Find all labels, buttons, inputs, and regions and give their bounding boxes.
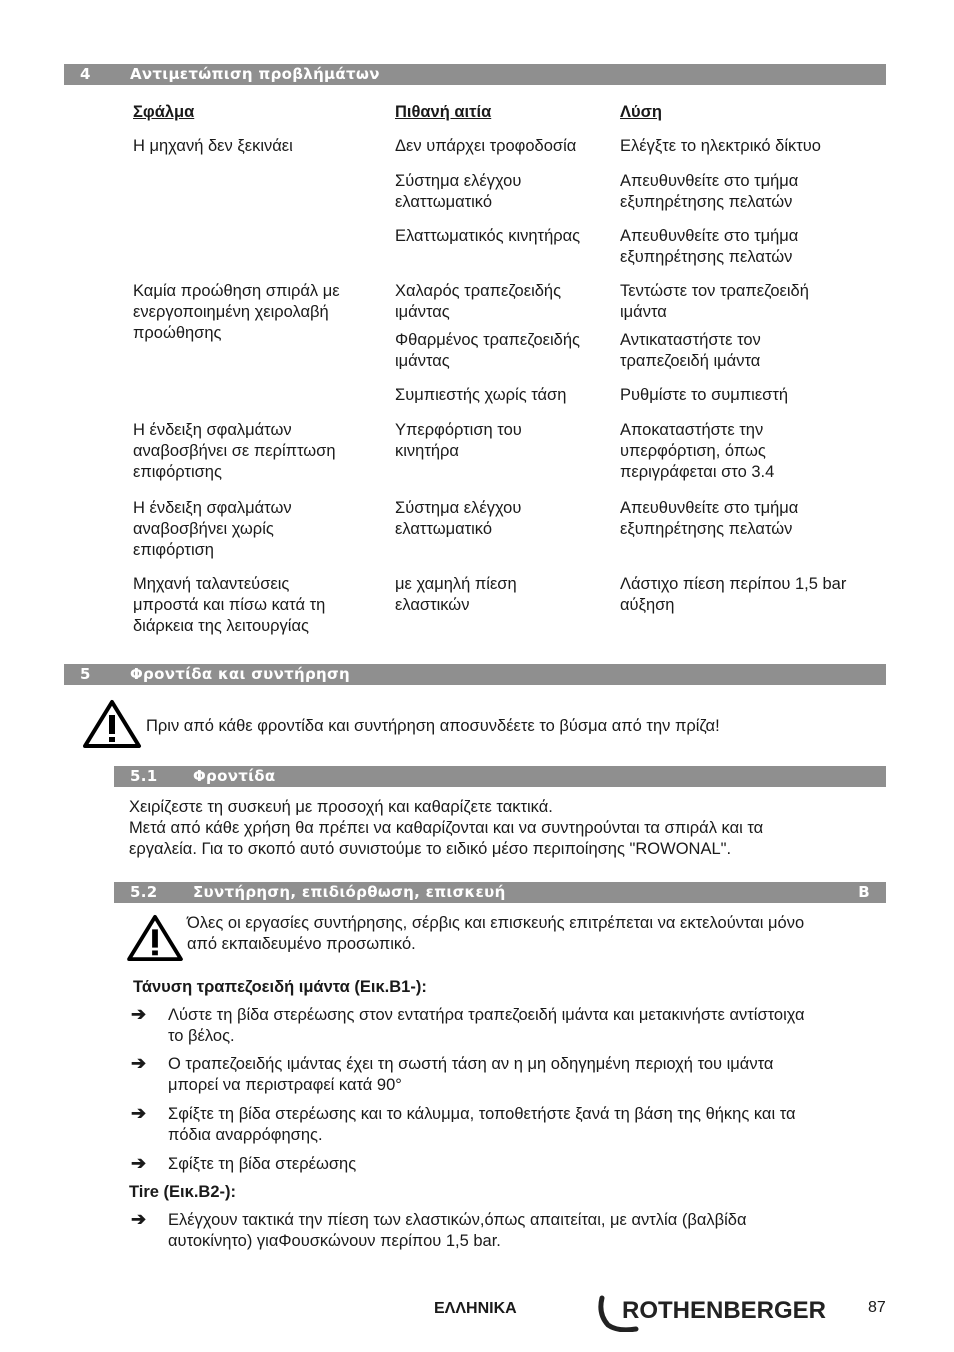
care-text-line: εργαλεία. Για το σκοπό αυτό συνιστούμε το ειδικό μέσο περιποίησης "ROWONAL". bbox=[129, 840, 732, 858]
warning-text: Όλες οι εργασίες συντήρησης, σέρβις και επισκευής επιτρέπεται να εκτελούνται μόνο από εκπαιδευμένο προσωπικό. bbox=[187, 914, 805, 953]
col-header-cause: Πιθανή αιτία bbox=[395, 103, 492, 121]
belt-step: Ο τραπεζοειδής ιμάντας έχει τη σωστή τάση αν η μη οδηγημένη περιοχή του ιμάντα μπορεί να περιστραφεί κατά 90° bbox=[168, 1055, 774, 1094]
rothenberger-logo bbox=[596, 1292, 836, 1337]
section-title: Συντήρηση, επιδιόρθωση, επισκευή bbox=[193, 883, 506, 901]
section-5-2-header bbox=[114, 882, 886, 903]
cause-cell: Συμπιεστής χωρίς τάση bbox=[395, 386, 567, 404]
solution-cell: Απευθυνθείτε στο τμήμα εξυπηρέτησης πελατών bbox=[620, 227, 799, 266]
brand-name: ROTHENBERGER bbox=[622, 1297, 827, 1324]
belt-tension-heading: Τάνυση τραπεζοειδή ιμάντα (Εικ.B1-): bbox=[133, 978, 427, 996]
arrow-right-icon: ➔ bbox=[131, 1004, 147, 1024]
tire-heading: Tire (Εικ.B2-): bbox=[129, 1183, 236, 1201]
tire-step: Ελέγχουν τακτικά την πίεση των ελαστικών,όπως απαιτείται, με αντλία (βαλβίδα αυτοκίνητο) γιαΦουσκώνουν περίπου 1,5 bar. bbox=[168, 1211, 747, 1250]
page-number: 87 bbox=[868, 1299, 886, 1316]
warning-triangle-icon bbox=[82, 699, 142, 749]
footer-language: ΕΛΛΗΝΙΚΑ bbox=[434, 1300, 517, 1317]
fault-cell: Η ένδειξη σφαλμάτων αναβοσβήνει χωρίς επιφόρτιση bbox=[133, 499, 292, 559]
fault-cell: Καμία προώθηση σπιράλ με ενεργοποιημένη χειρολαβή προώθησης bbox=[133, 282, 340, 342]
cause-cell: Δεν υπάρχει τροφοδοσία bbox=[395, 137, 577, 155]
cause-cell: Σύστημα ελέγχου ελαττωματικό bbox=[395, 172, 522, 211]
fault-cell: Η ένδειξη σφαλμάτων αναβοσβήνει σε περίπτωση επιφόρτισης bbox=[133, 421, 336, 481]
section-number: 5.2 bbox=[130, 883, 158, 901]
care-text-line: Μετά από κάθε χρήση θα πρέπει να καθαρίζονται και να συντηρούνται τα σπιράλ και τα bbox=[129, 819, 764, 837]
arrow-right-icon: ➔ bbox=[131, 1103, 147, 1123]
section-title: Αντιμετώπιση προβλήμάτων bbox=[130, 65, 380, 83]
section-5-header bbox=[64, 664, 886, 685]
cause-cell: Σύστημα ελέγχου ελαττωματικό bbox=[395, 499, 522, 538]
belt-step: Σφίξτε τη βίδα στερέωσης και το κάλυμμα, τοποθετήστε ξανά τη βάση της θήκης και τα πόδια αναρρόφησης. bbox=[168, 1105, 796, 1144]
cause-cell: Υπερφόρτιση του κινητήρα bbox=[395, 421, 522, 460]
section-number: 5.1 bbox=[130, 767, 158, 785]
arrow-right-icon: ➔ bbox=[131, 1153, 147, 1173]
solution-cell: Αποκαταστήστε την υπερφόρτιση, όπως περιγράφεται στο 3.4 bbox=[620, 421, 775, 481]
figure-letter: B bbox=[858, 883, 870, 901]
cause-cell: Ελαττωματικός κινητήρας bbox=[395, 227, 581, 245]
section-4-header bbox=[64, 64, 886, 85]
warning-triangle-icon bbox=[126, 914, 184, 962]
solution-cell: Λάστιχο πίεση περίπου 1,5 bar αύξηση bbox=[620, 575, 847, 614]
col-header-solution: Λύση bbox=[620, 103, 662, 121]
care-text-line: Χειρίζεστε τη συσκευή με προσοχή και καθαρίζετε τακτικά. bbox=[129, 798, 553, 816]
solution-cell: Ελέγξτε το ηλεκτρικό δίκτυο bbox=[620, 137, 821, 155]
arrow-right-icon: ➔ bbox=[131, 1209, 147, 1229]
solution-cell: Ρυθμίστε το συμπιεστή bbox=[620, 386, 789, 404]
section-number: 5 bbox=[80, 665, 91, 683]
arrow-right-icon: ➔ bbox=[131, 1053, 147, 1073]
belt-step: Λύστε τη βίδα στερέωσης στον εντατήρα τραπεζοειδή ιμάντα και μετακινήστε αντίστοιχα το βέλος. bbox=[168, 1006, 805, 1045]
cause-cell: με χαμηλή πίεση ελαστικών bbox=[395, 575, 517, 614]
fault-cell: Η μηχανή δεν ξεκινάει bbox=[133, 137, 293, 155]
fault-cell: Μηχανή ταλαντεύσεις μπροστά και πίσω κατά τη διάρκεια της λειτουργίας bbox=[133, 575, 326, 635]
cause-cell: Χαλαρός τραπεζοειδής ιμάντας bbox=[395, 282, 562, 321]
solution-cell: Τεντώστε τον τραπεζοειδή ιμάντα bbox=[620, 282, 809, 321]
col-header-fault: Σφάλμα bbox=[133, 103, 195, 121]
section-title: Φροντίδα και συντήρηση bbox=[130, 665, 350, 683]
solution-cell: Αντικαταστήστε τον τραπεζοειδή ιμάντα bbox=[620, 331, 761, 370]
cause-cell: Φθαρμένος τραπεζοειδής ιμάντας bbox=[395, 331, 580, 370]
solution-cell: Απευθυνθείτε στο τμήμα εξυπηρέτησης πελατών bbox=[620, 172, 799, 211]
section-5-1-header bbox=[114, 766, 886, 787]
solution-cell: Απευθυνθείτε στο τμήμα εξυπηρέτησης πελατών bbox=[620, 499, 799, 538]
section-title: Φροντίδα bbox=[193, 767, 276, 785]
warning-text: Πριν από κάθε φροντίδα και συντήρηση αποσυνδέετε το βύσμα από την πρίζα! bbox=[146, 717, 720, 735]
section-number: 4 bbox=[80, 65, 91, 83]
belt-step: Σφίξτε τη βίδα στερέωσης bbox=[168, 1155, 357, 1173]
